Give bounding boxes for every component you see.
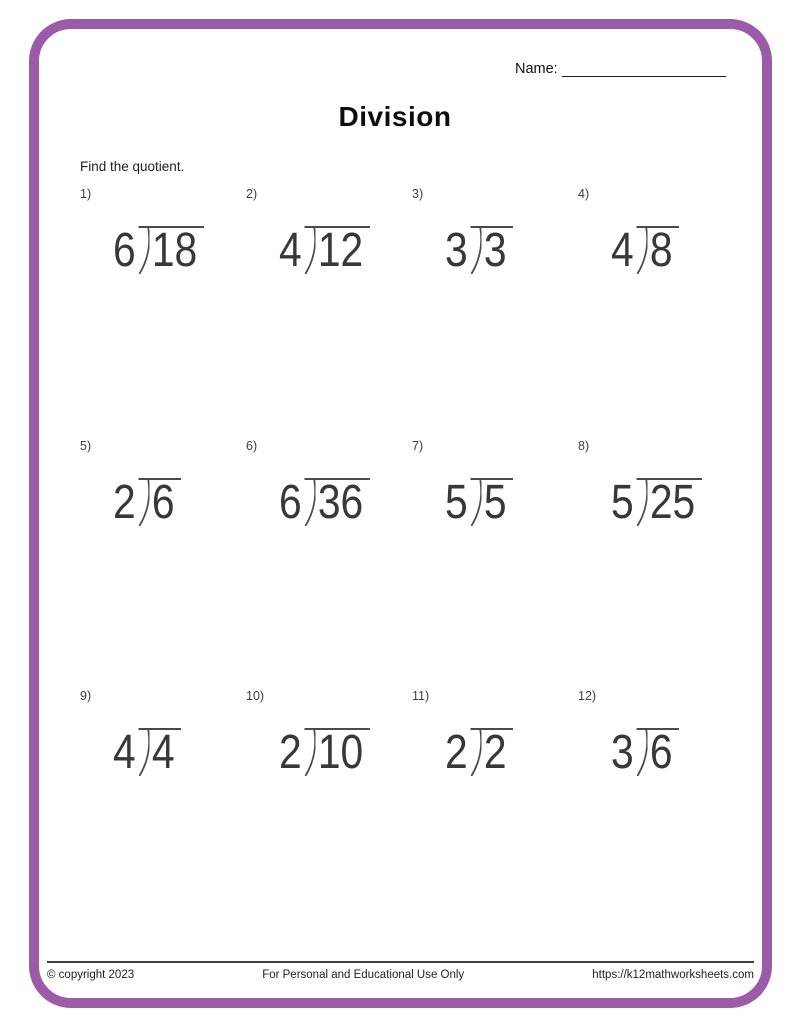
name-row [515, 60, 726, 77]
division-expression [611, 224, 679, 277]
problem-1 [80, 186, 246, 277]
problem-number: 3) [412, 187, 424, 201]
problem-number: 2) [246, 187, 258, 201]
dividend: 6 [151, 476, 175, 529]
division-expression [611, 726, 679, 779]
problem-6 [246, 438, 412, 529]
dividend: 4 [151, 726, 175, 779]
division-bracket [470, 224, 513, 277]
division-arc-icon [304, 730, 315, 776]
divisor: 4 [113, 726, 136, 779]
division-bracket [138, 726, 181, 779]
problem-7 [412, 438, 578, 529]
problem-2 [246, 186, 412, 277]
division-expression [611, 476, 702, 529]
problem-number: 7) [412, 439, 424, 453]
dividend: 18 [151, 224, 198, 277]
division-expression [445, 476, 513, 529]
division-bracket [138, 476, 181, 529]
division-arc-icon [138, 228, 149, 274]
footer-url: https://k12mathworksheets.com [592, 969, 754, 981]
division-expression [279, 224, 370, 277]
divisor: 3 [611, 726, 634, 779]
problem-11 [412, 688, 578, 779]
division-expression [445, 224, 513, 277]
dividend: 5 [483, 476, 507, 529]
problem-number: 6) [246, 439, 258, 453]
dividend: 10 [317, 726, 364, 779]
dividend: 12 [317, 224, 364, 277]
problem-number: 11) [412, 689, 430, 703]
division-arc-icon [304, 480, 315, 526]
problems-row-2 [80, 438, 744, 529]
footer [47, 969, 754, 981]
division-arc-icon [636, 730, 647, 776]
problem-10 [246, 688, 412, 779]
dividend: 8 [649, 224, 673, 277]
problem-number: 5) [80, 439, 92, 453]
divisor: 5 [445, 476, 468, 529]
dividend: 3 [483, 224, 507, 277]
problems-row-3 [80, 688, 744, 779]
footer-divider [47, 961, 754, 963]
problem-number: 4) [578, 187, 590, 201]
division-arc-icon [470, 480, 481, 526]
division-arc-icon [470, 730, 481, 776]
problem-number: 10) [246, 689, 265, 703]
division-bracket [636, 476, 702, 529]
problem-4 [578, 186, 744, 277]
divisor: 3 [445, 224, 468, 277]
problem-number: 1) [80, 187, 92, 201]
division-bracket [304, 476, 370, 529]
problem-number: 9) [80, 689, 92, 703]
problem-number: 8) [578, 439, 590, 453]
problem-9 [80, 688, 246, 779]
problem-number: 12) [578, 689, 597, 703]
problem-3 [412, 186, 578, 277]
problem-12 [578, 688, 744, 779]
division-arc-icon [138, 730, 149, 776]
divisor: 6 [113, 224, 136, 277]
worksheet-title: Division [338, 101, 452, 132]
name-label: Name: [515, 61, 558, 77]
division-arc-icon [304, 228, 315, 274]
footer-usage: For Personal and Educational Use Only [262, 969, 465, 981]
dividend: 36 [317, 476, 364, 529]
divisor: 2 [113, 476, 136, 529]
division-expression [113, 224, 204, 277]
division-expression [279, 726, 370, 779]
instruction-text: Find the quotient. [80, 159, 185, 174]
division-arc-icon [636, 228, 647, 274]
divisor: 2 [445, 726, 468, 779]
division-expression [113, 726, 181, 779]
problem-8 [578, 438, 744, 529]
division-expression [113, 476, 181, 529]
division-bracket [138, 224, 204, 277]
division-bracket [470, 726, 513, 779]
divisor: 2 [279, 726, 302, 779]
division-expression [445, 726, 513, 779]
dividend: 25 [649, 476, 696, 529]
divisor: 6 [279, 476, 302, 529]
division-arc-icon [636, 480, 647, 526]
division-bracket [304, 726, 370, 779]
division-bracket [636, 224, 679, 277]
dividend: 6 [649, 726, 673, 779]
division-arc-icon [138, 480, 149, 526]
footer-copyright: © copyright 2023 [47, 969, 135, 981]
problems-row-1 [80, 186, 744, 277]
divisor: 4 [279, 224, 302, 277]
divisor: 4 [611, 224, 634, 277]
division-bracket [470, 476, 513, 529]
dividend: 2 [483, 726, 507, 779]
problem-5 [80, 438, 246, 529]
division-arc-icon [470, 228, 481, 274]
division-bracket [636, 726, 679, 779]
divisor: 5 [611, 476, 634, 529]
division-expression [279, 476, 370, 529]
division-bracket [304, 224, 370, 277]
name-blank-line [562, 60, 726, 77]
